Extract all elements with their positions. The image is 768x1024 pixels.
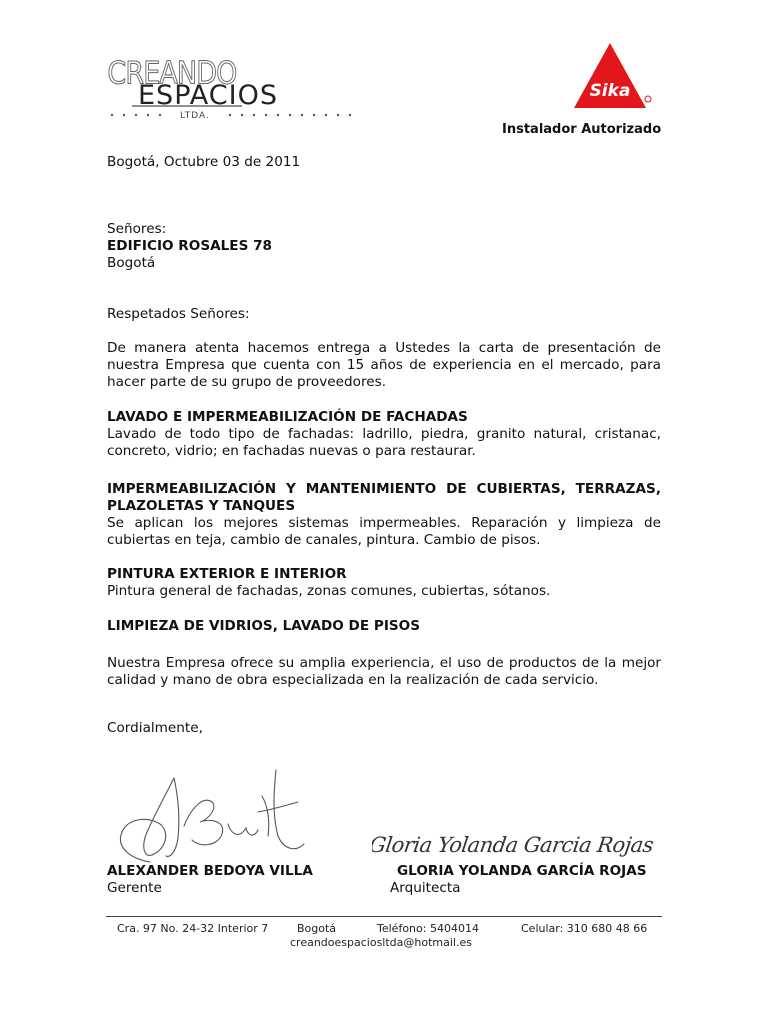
closing-paragraph: Nuestra Empresa ofrece su amplia experiencia, el uso de productos de la mejor calidad y mano de obra especializada en la realización de cada servicio. [107, 655, 661, 688]
letter-date: Bogotá, Octubre 03 de 2011 [107, 154, 301, 170]
footer-address: Cra. 97 No. 24-32 Interior 7 [117, 922, 269, 935]
service-title: IMPERMEABILIZACIÓN Y MANTENIMIENTO DE CUBIERTAS, TERRAZAS, PLAZOLETAS Y TANQUES [107, 481, 661, 514]
service-description: Pintura general de fachadas, zonas comunes, cubiertas, sótanos. [107, 583, 551, 599]
svg-text:Gloria Yolanda Garcia Rojas: Gloria Yolanda Garcia Rojas [372, 832, 655, 857]
intro-paragraph: De manera atenta hacemos entrega a Ustedes la carta de presentación de nuestra Empresa que cuenta con 15 años de experiencia en el mercado, para hacer parte de su grupo de proveedores. [107, 340, 661, 390]
signature-garcia [372, 812, 662, 870]
svg-text:CREANDO: CREANDO [107, 54, 237, 92]
sign-off: Cordialmente, [107, 720, 203, 736]
footer-email: creandoespaciosltda@hotmail.es [290, 936, 472, 949]
sika-logo [568, 40, 656, 112]
footer-phone: Teléfono: 5404014 [377, 922, 479, 935]
sika-logo-graphic [568, 40, 656, 112]
installer-label: Instalador Autorizado [502, 122, 662, 137]
svg-text:ESPACIOS: ESPACIOS [138, 80, 278, 111]
signatory-role: Gerente [107, 880, 162, 896]
svg-text:LTDA.: LTDA. [180, 111, 210, 121]
signature-garcia-graphic [372, 812, 662, 870]
service-description: Lavado de todo tipo de fachadas: ladrillo, piedra, granito natural, cristanac, concreto, vidrio; en fachadas nuevas o para restaurar. [107, 426, 661, 459]
service-title: PINTURA EXTERIOR E INTERIOR [107, 566, 347, 582]
recipient-city: Bogotá [107, 255, 156, 271]
signatory-role: Arquitecta [390, 880, 461, 896]
greeting: Respetados Señores: [107, 306, 250, 322]
footer-mobile: Celular: 310 680 48 66 [521, 922, 648, 935]
recipient-salutation: Señores: [107, 221, 167, 237]
creando-espacios-logo-graphic [102, 48, 362, 128]
signature-bedoya [108, 766, 318, 866]
service-description: Se aplican los mejores sistemas impermeables. Reparación y limpieza de cubiertas en teja, cambio de canales, pintura. Cambio de pisos. [107, 515, 661, 548]
footer-city: Bogotá [297, 922, 337, 935]
svg-text:Sika: Sika [589, 81, 631, 101]
footer-divider [106, 916, 662, 917]
signature-bedoya-graphic [108, 766, 318, 866]
recipient-name: EDIFICIO ROSALES 78 [107, 238, 273, 254]
signatory-name: GLORIA YOLANDA GARCÍA ROJAS [397, 863, 647, 879]
signatory-name: ALEXANDER BEDOYA VILLA [107, 863, 313, 879]
service-title: LAVADO E IMPERMEABILIZACIÓN DE FACHADAS [107, 409, 468, 425]
service-title: LIMPIEZA DE VIDRIOS, LAVADO DE PISOS [107, 618, 421, 634]
creando-espacios-logo [102, 48, 362, 128]
